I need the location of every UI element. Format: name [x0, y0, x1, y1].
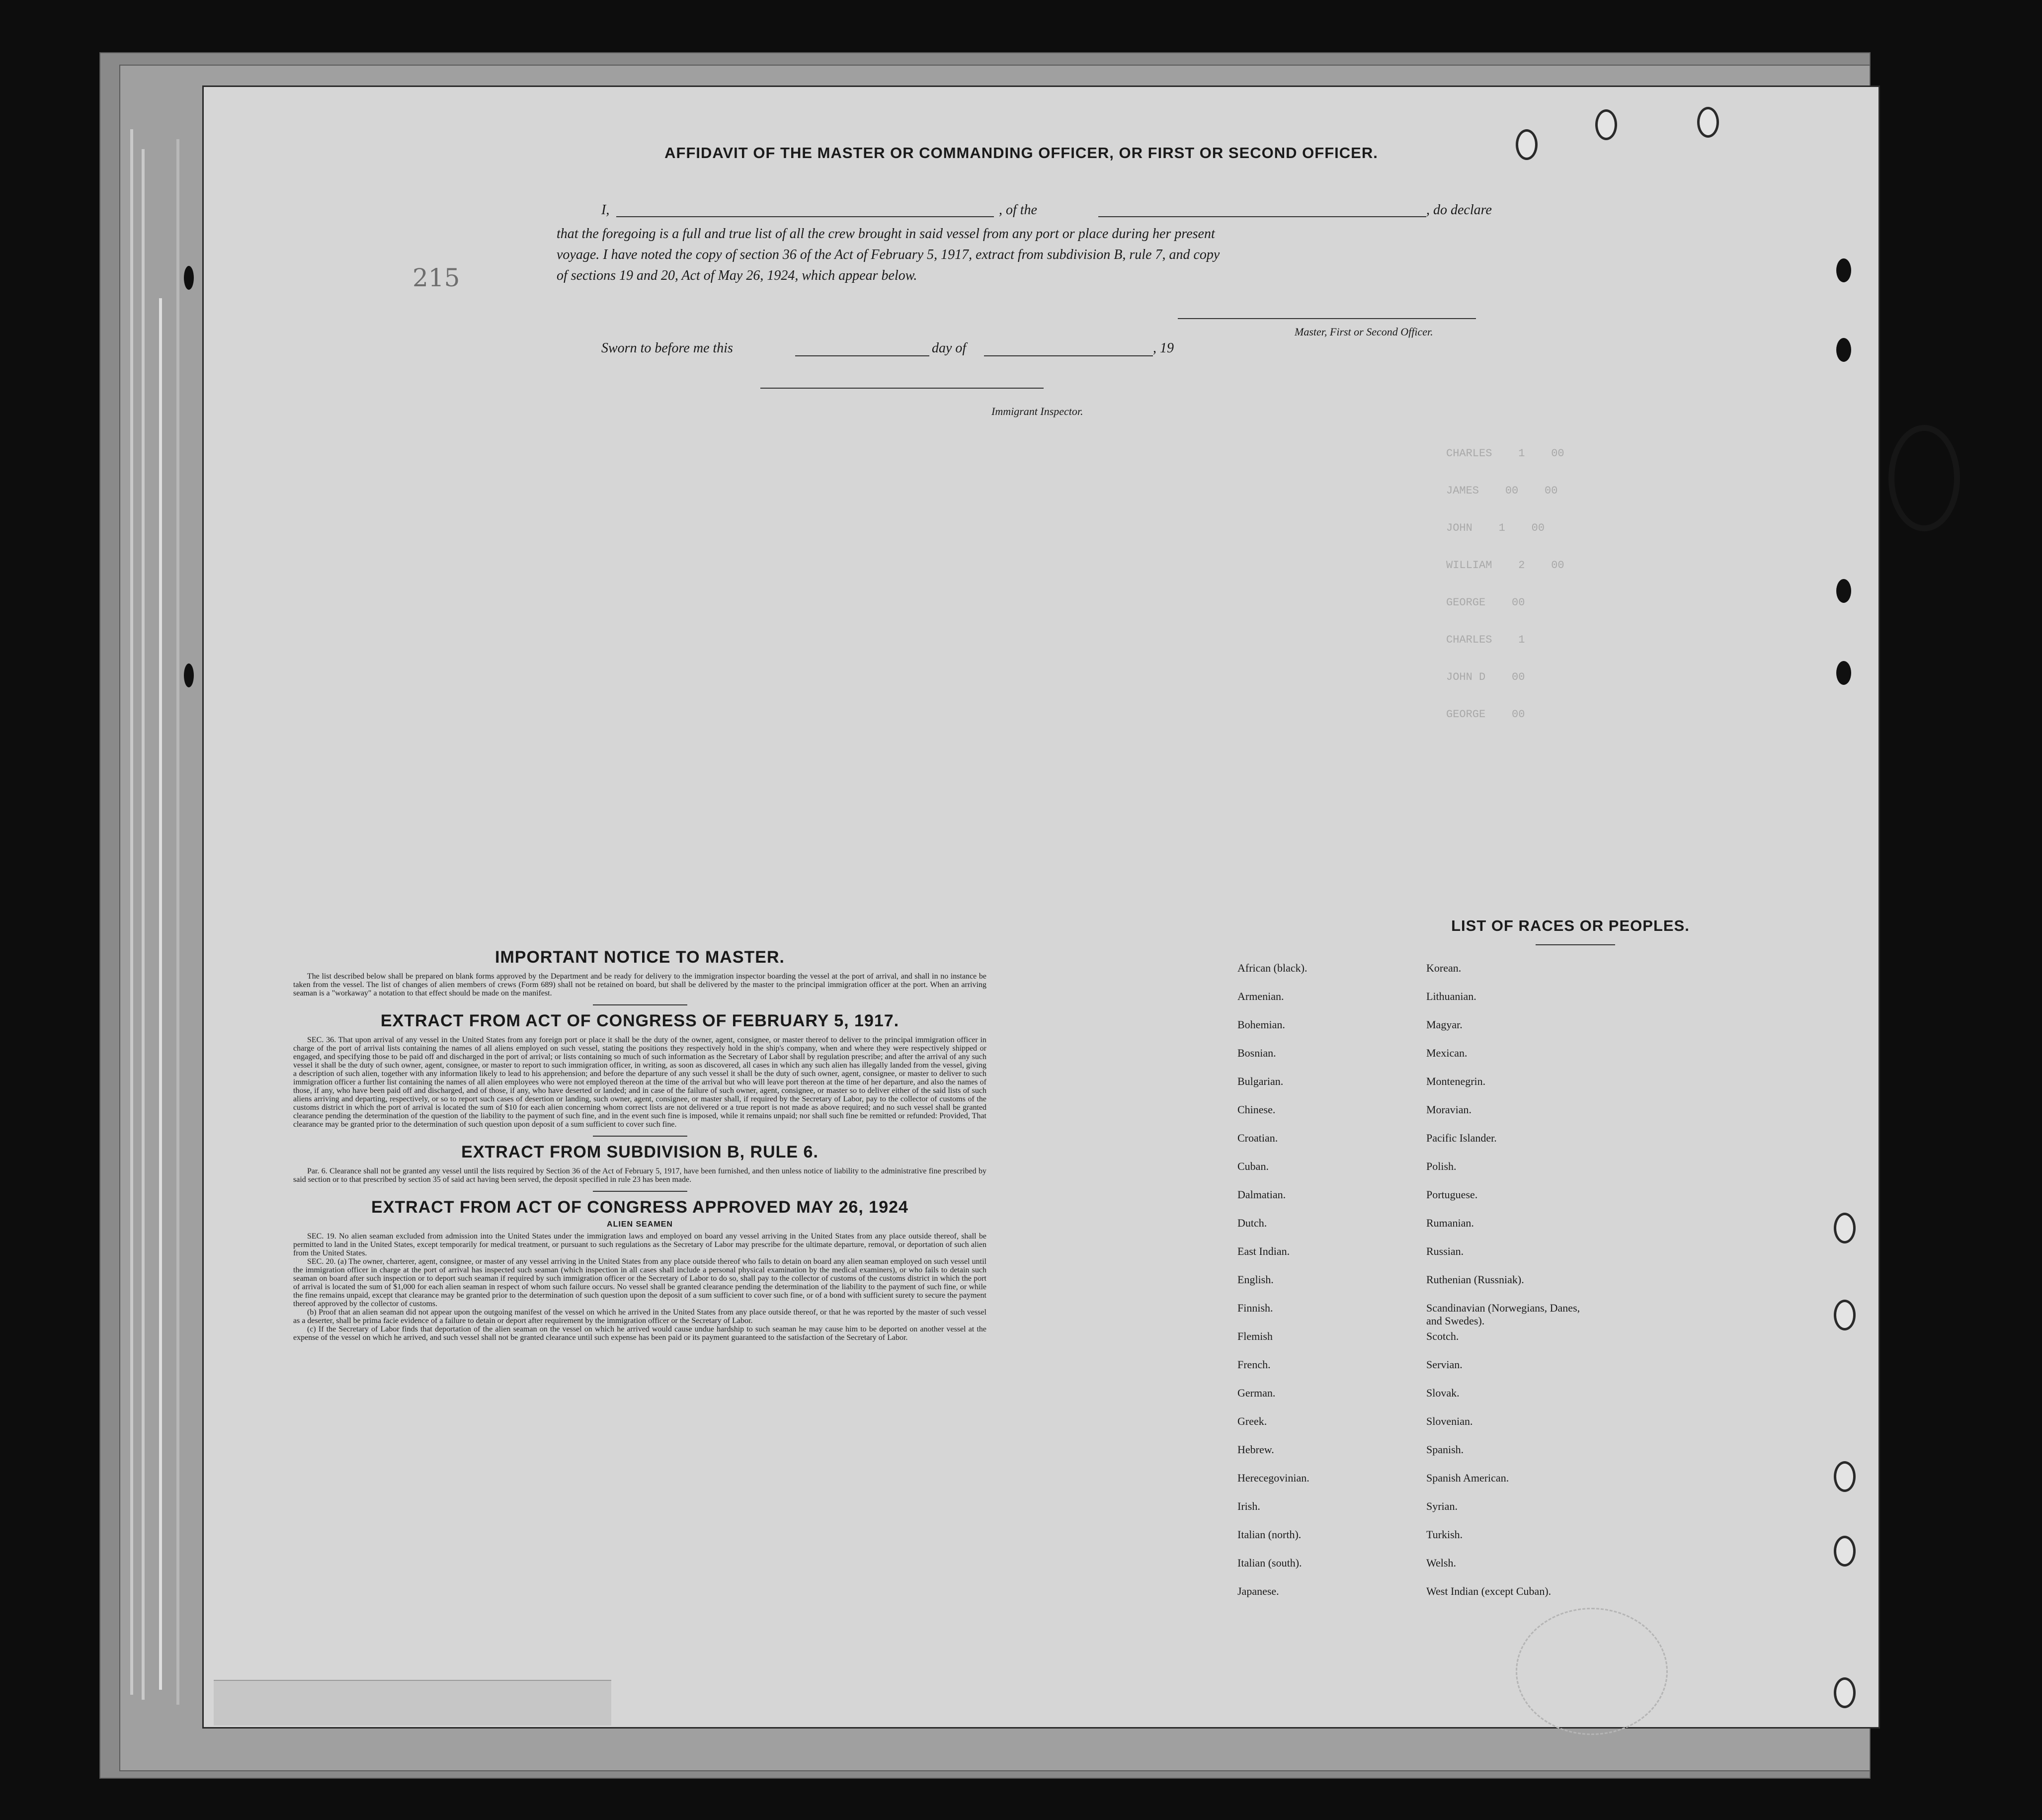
race-item: French.: [1237, 1358, 1271, 1371]
affidavit-of-the: , of the: [999, 202, 1037, 218]
inspector-label: Immigrant Inspector.: [991, 405, 1083, 417]
punch-hole: [1595, 109, 1617, 140]
race-item: Ruthenian (Russniak).: [1426, 1273, 1524, 1286]
sworn-day-of: day of: [932, 340, 967, 356]
stamped-page-number: 215: [412, 263, 460, 292]
race-item: Slovenian.: [1426, 1415, 1473, 1427]
divider: [593, 1191, 687, 1192]
extract-1924-subtitle: ALIEN SEAMEN: [607, 1220, 673, 1229]
race-item: Magyar.: [1426, 1018, 1463, 1031]
torn-page-bottom: [214, 1680, 611, 1726]
race-item: West Indian (except Cuban).: [1426, 1585, 1552, 1597]
race-item: Chinese.: [1237, 1103, 1276, 1116]
race-item: Cuban.: [1237, 1160, 1269, 1172]
affidavit-vessel-field[interactable]: [1098, 216, 1426, 217]
race-item: Spanish.: [1426, 1443, 1464, 1456]
divider: [593, 1004, 687, 1005]
manifest-page: [204, 87, 1879, 1727]
master-signature-field[interactable]: [1178, 318, 1476, 319]
race-item: Flemish: [1237, 1330, 1273, 1342]
extract-1924-title: EXTRACT FROM ACT OF CONGRESS APPROVED MAY 26, 1924: [371, 1198, 908, 1217]
extract-1924-sec20a: SEC. 20. (a) The owner, charterer, agent, consignee, or master of any vessel arriving in the United States from any place outside thereof who fails to detain on board any alien seaman employed on such vessel until the immigration officer in charge at the port of arrival has inspected such seaman (which inspection in all cases shall include a personal physical examination by the medical examiners), or who fails to detain such seaman on board after such inspection or to deport such seaman if required by such immigration officer or the Secretary of Labor to do so, shall pay to the collector of customs of the customs district in which the port of arrival is located the sum of $1,000 for each alien seaman in respect of whom such failure occurs. No vessel shall be granted clearance pending the determination of the liability to the payment of such fine, or while the fine remains unpaid, except that clearance may be granted prior to the determination of such question upon the deposit of a sum sufficient to cover such fine, or of a bond with sufficient surety to secure the payment thereof approved by the collector of customs.: [293, 1257, 986, 1308]
race-item: Italian (north).: [1237, 1528, 1302, 1541]
race-item: Japanese.: [1237, 1585, 1279, 1597]
race-item: Portuguese.: [1426, 1188, 1478, 1201]
notice-column: [293, 942, 986, 1342]
race-item: Servian.: [1426, 1358, 1463, 1371]
affidavit-line-4: of sections 19 and 20, Act of May 26, 1924, which appear below.: [557, 268, 917, 283]
race-item: Spanish American.: [1426, 1472, 1509, 1484]
master-signature-label: Master, First or Second Officer.: [1295, 326, 1433, 338]
affidavit-line-3: voyage. I have noted the copy of section 36 of the Act of February 5, 1917, extract from subdivision B, rule 7, and copy: [557, 247, 1220, 262]
extract-1917-text: SEC. 36. That upon arrival of any vessel in the United States from any foreign port or place it shall be the duty of the owner, agent, consignee, or master thereof to deliver to the principal immigration officer in charge of the port of arrival lists containing the names of all aliens employed on such vessel, stating the positions they respectively hold in the ship's company, when and where they were respectively shipped or engaged, and specifying those to be paid off and discharged in the port of arrival; or lists containing so much of such information as the Secretary of Labor shall by regulation prescribe; and after the arrival of any such vessel it shall be the duty of such owner, agent, consignee, or master to report to such immigration officer, in writing, as soon as discovered, all cases in which any such alien has illegally landed from the vessel, giving a description of such alien, together with any information likely to lead to his apprehension; and before the departure of any such vessel it shall be the duty of such owner, agent, consignee, or master to deliver to such immigration officer a further list containing the names of all alien employees who were not employed thereon at the time of the arrival but who will leave port thereon at the time of her departure, and also the names of those, if any, who have been paid off and discharged, and of those, if any, who have deserted or landed; and in case of the failure of such owner, agent, consignee, or master so to deliver either of the said lists of such aliens arriving and departing, respectively, or so to report such cases of desertion or landing, such owner, agent, consignee, or master shall, if required by the Secretary of Labor, pay to the collector of customs of the customs district in which the port of arrival is located the sum of $10 for each alien concerning whom correct lists are not delivered or a true report is not made as above required; and no such vessel shall be granted clearance pending the determination of the question of the liability to the payment of such fine, and in the event such fine is imposed, while it remains unpaid; nor shall such fine be remitted or refunded: Provided, That clearance may be granted prior to the determination of such question upon deposit of a sum sufficient to cover such fine.: [293, 1036, 986, 1129]
race-item: Syrian.: [1426, 1500, 1458, 1512]
race-item: Greek.: [1237, 1415, 1267, 1427]
race-item: English.: [1237, 1273, 1274, 1286]
race-item: Rumanian.: [1426, 1217, 1474, 1229]
punch-hole: [1836, 258, 1851, 282]
punch-hole: [1836, 338, 1851, 362]
race-item: Turkish.: [1426, 1528, 1463, 1541]
race-item: Dutch.: [1237, 1217, 1267, 1229]
inspector-signature-field[interactable]: [760, 388, 1044, 389]
extract-1924-sec19: SEC. 19. No alien seaman excluded from admission into the United States under the immigration laws and employed on board any vessel arriving in the United States from any place outside thereof, shall be permitted to land in the United States, except temporarily for medical treatment, or pursuant to such regulations as the Secretary of Labor may prescribe for the ultimate departure, removal, or deportation of such alien from the United States.: [293, 1232, 986, 1257]
extract-1917-title: EXTRACT FROM ACT OF CONGRESS OF FEBRUARY 5, 1917.: [380, 1011, 899, 1030]
affidavit-name-field[interactable]: [616, 216, 994, 217]
race-item: Korean.: [1426, 962, 1462, 974]
bleed-through-text: CHARLES 1 00 JAMES 00 00 JOHN 1 00 WILLIAM 2 00 GEORGE 00 CHARLES 1 JOHN D 00 GEORGE 00: [1446, 447, 1564, 721]
punch-hole: [1834, 1536, 1856, 1567]
race-item: Bosnian.: [1237, 1047, 1276, 1059]
race-item: Pacific Islander.: [1426, 1132, 1497, 1144]
race-item: Moravian.: [1426, 1103, 1472, 1116]
races-title: LIST OF RACES OR PEOPLES.: [1451, 917, 1690, 934]
race-item: Bohemian.: [1237, 1018, 1285, 1031]
race-item: Montenegrin.: [1426, 1075, 1486, 1087]
race-item: Scandinavian (Norwegians, Danes, and Swedes).: [1426, 1302, 1580, 1327]
race-item: Mexican.: [1426, 1047, 1468, 1059]
race-item: Armenian.: [1237, 990, 1284, 1002]
race-item: Italian (south).: [1237, 1557, 1302, 1569]
race-item: East Indian.: [1237, 1245, 1290, 1257]
race-item: Finnish.: [1237, 1302, 1273, 1314]
affidavit-declare: , do declare: [1426, 202, 1492, 218]
races-right-column: [1426, 962, 1774, 1613]
punch-hole: [1834, 1461, 1856, 1492]
faint-seal-impression: [1516, 1608, 1668, 1735]
sheet-edge: [130, 129, 133, 1695]
race-item: Irish.: [1237, 1500, 1260, 1512]
punch-hole: [1834, 1300, 1856, 1330]
races-left-column: [1237, 962, 1436, 1613]
extract-1924-sec20b: (b) Proof that an alien seaman did not appear upon the outgoing manifest of the vessel on which he arrived in the United States from any place outside thereof, or that he was reported by the master of such vessel as a deserter, shall be prima facie evidence of a failure to detain or deport after requirement by the immigration officer or the Secretary of Labor.: [293, 1308, 986, 1325]
sheet-edge: [176, 139, 179, 1705]
punch-hole: [184, 663, 194, 687]
affidavit-name-prefix: I,: [601, 202, 610, 218]
punch-hole: [1697, 107, 1719, 138]
race-item: Croatian.: [1237, 1132, 1278, 1144]
notice-text: The list described below shall be prepared on blank forms approved by the Department and be ready for delivery to the immigration inspector boarding the vessel at the port of arrival, and shall in no instance be taken from the vessel. The list of changes of alien members of crews (Form 689) shall not be retained on board, but shall be delivered by the master to the principal immigration officer at the port. When an arriving seaman is a "workaway" a notation to that effect should be made on the manifest.: [293, 972, 986, 997]
sworn-date-field[interactable]: [795, 355, 929, 356]
race-item: Russian.: [1426, 1245, 1464, 1257]
race-item: Bulgarian.: [1237, 1075, 1284, 1087]
race-item: Slovak.: [1426, 1387, 1460, 1399]
race-item: Lithuanian.: [1426, 990, 1476, 1002]
notice-title: IMPORTANT NOTICE TO MASTER.: [495, 948, 785, 967]
divider: [1536, 944, 1615, 945]
race-item: Hebrew.: [1237, 1443, 1274, 1456]
sworn-year: , 19: [1153, 340, 1174, 356]
punch-hole: [1834, 1213, 1856, 1243]
race-item: Polish.: [1426, 1160, 1457, 1172]
punch-hole: [1834, 1677, 1856, 1708]
extract-rule6-text: Par. 6. Clearance shall not be granted any vessel until the lists required by Section 36 of the Act of February 5, 1917, have been furnished, and then unless notice of liability to the administrative fine prescribed by said section or to that prescribed by section 35 of said act having been served, the deposit specified in rule 23 has been made.: [293, 1167, 986, 1184]
race-item: Herecegovinian.: [1237, 1472, 1309, 1484]
race-item: German.: [1237, 1387, 1276, 1399]
race-item: Dalmatian.: [1237, 1188, 1286, 1201]
race-item: African (black).: [1237, 962, 1307, 974]
affidavit-line-2: that the foregoing is a full and true list of all the crew brought in said vessel from any port or place during her present: [557, 226, 1215, 242]
extract-rule6-title: EXTRACT FROM SUBDIVISION B, RULE 6.: [461, 1143, 818, 1161]
race-item: Scotch.: [1426, 1330, 1459, 1342]
race-item: Welsh.: [1426, 1557, 1456, 1569]
extract-1924-sec20c: (c) If the Secretary of Labor finds that deportation of the alien seaman on the vessel on which he arrived would cause undue hardship to such seaman he may cause him to be deported on another vessel at the expense of the vessel on which he arrived, and such vessel shall not be granted clearance until such expense has been paid or its payment guaranteed to the satisfaction of the Secretary of Labor.: [293, 1325, 986, 1342]
sheet-edge: [159, 298, 162, 1690]
affidavit-title: AFFIDAVIT OF THE MASTER OR COMMANDING OFFICER, OR FIRST OR SECOND OFFICER.: [664, 144, 1378, 162]
punch-hole: [184, 266, 194, 290]
divider: [593, 1136, 687, 1137]
handwritten-ink-mark: [1888, 425, 1960, 531]
sworn-month-field[interactable]: [984, 355, 1153, 356]
punch-hole: [1516, 129, 1538, 160]
sheet-edge: [142, 149, 145, 1700]
sworn-prefix: Sworn to before me this: [601, 340, 733, 356]
